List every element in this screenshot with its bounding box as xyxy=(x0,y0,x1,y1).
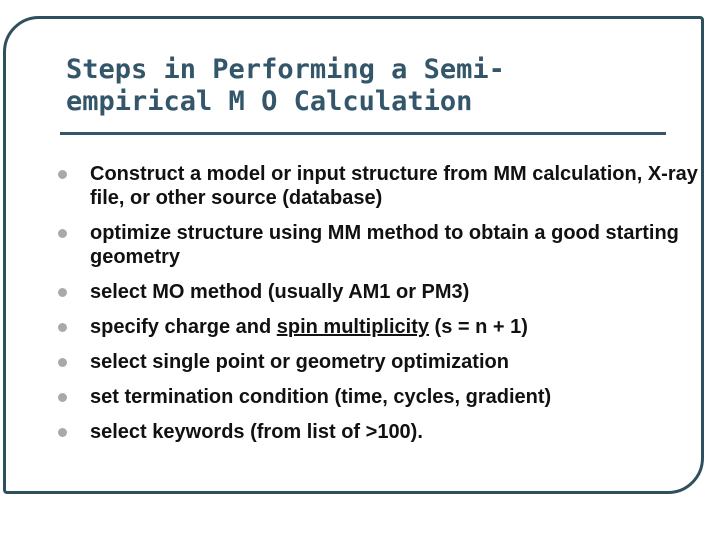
bullet-item xyxy=(58,315,708,339)
title-divider xyxy=(60,132,666,135)
bullet-icon xyxy=(58,229,67,238)
bullet-item xyxy=(58,280,708,304)
bullet-icon xyxy=(58,288,67,297)
bullet-icon xyxy=(58,323,67,332)
bullet-text-before: specify charge and xyxy=(90,316,277,338)
bullet-icon xyxy=(58,428,67,437)
title-line-1: Steps in Performing a Semi- xyxy=(66,54,505,85)
title-line-2: empirical M O Calculation xyxy=(66,86,473,117)
bullet-item xyxy=(58,221,708,269)
bullet-list xyxy=(58,162,708,455)
bullet-text: select MO method (usually AM1 or PM3) xyxy=(90,281,470,303)
bullet-text: select keywords (from list of >100). xyxy=(90,421,423,443)
spin-multiplicity-link[interactable]: spin multiplicity xyxy=(276,316,429,338)
bullet-item xyxy=(58,420,708,444)
bullet-item xyxy=(58,385,708,409)
slide-title xyxy=(66,54,666,118)
bullet-text: optimize structure using MM method to obtain a good starting geometry xyxy=(90,222,679,268)
bullet-icon xyxy=(58,358,67,367)
bullet-icon xyxy=(58,170,67,179)
bullet-text: Construct a model or input structure from MM calculation, X-ray file, or other source (database) xyxy=(90,163,698,209)
bullet-text-after: (s = n + 1) xyxy=(429,316,528,338)
bullet-text: select single point or geometry optimization xyxy=(90,351,509,373)
bullet-item xyxy=(58,162,708,210)
bullet-icon xyxy=(58,393,67,402)
bullet-text: set termination condition (time, cycles, gradient) xyxy=(90,386,552,408)
bullet-item xyxy=(58,350,708,374)
